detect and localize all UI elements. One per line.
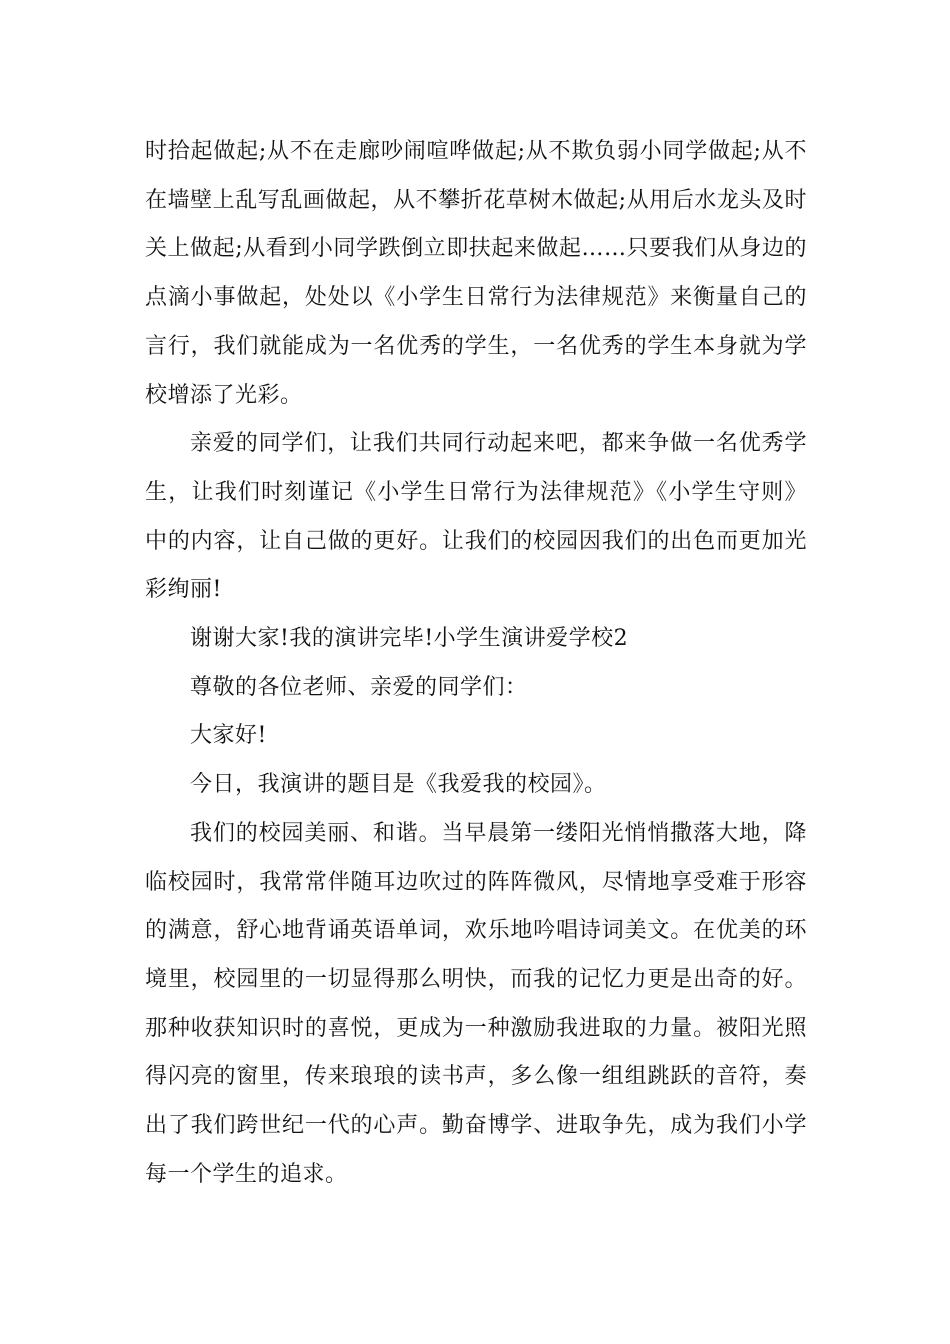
document-body xyxy=(145,128,807,1199)
paragraph-topic: 今日，我演讲的题目是《我爱我的校园》。 xyxy=(190,772,607,798)
paragraph-continued: 时拾起做起;从不在走廊吵闹喧哗做起;从不欺负弱小同学做起;从不在墙壁上乱写乱画做起，从不攀折花草树木做起;从用后水龙头及时关上做起;从看到小同学跌倒立即扶起来做起……只要我们从身边的点滴小事做起，处处以《小学生日常行为法律规范》来衡量自己的言行，我们就能成为一名优秀的学生，一名优秀的学生本身就为学校增添了光彩。 xyxy=(145,139,807,408)
paragraph-campus: 我们的校园美丽、和谐。当早晨第一缕阳光悄悄撒落大地，降临校园时，我常常伴随耳边吹过的阵阵微风，尽情地享受难于形容的满意，舒心地背诵英语单词，欢乐地吟唱诗词美文。在优美的环境里，校园里的一切显得那么明快，而我的记忆力更是出奇的好。那种收获知识时的喜悦，更成为一种激励我进取的力量。被阳光照得闪亮的窗里，传来琅琅的读书声，多么像一组组跳跃的音符，奏出了我们跨世纪一代的心声。勤奋博学、进取争先，成为我们小学每一个学生的追求。 xyxy=(145,820,807,1187)
paragraph-greeting: 大家好! xyxy=(190,723,267,749)
paragraph-closing: 谢谢大家!我的演讲完毕!小学生演讲爱学校2 xyxy=(190,626,629,652)
paragraph-call-to-action: 亲爱的同学们，让我们共同行动起来吧，都来争做一名优秀学生，让我们时刻谨记《小学生日常行为法律规范》《小学生守则》中的内容，让自己做的更好。让我们的校园因我们的出色而更加光彩绚丽! xyxy=(145,431,807,603)
paragraph-salutation: 尊敬的各位老师、亲爱的同学们： xyxy=(190,674,528,700)
